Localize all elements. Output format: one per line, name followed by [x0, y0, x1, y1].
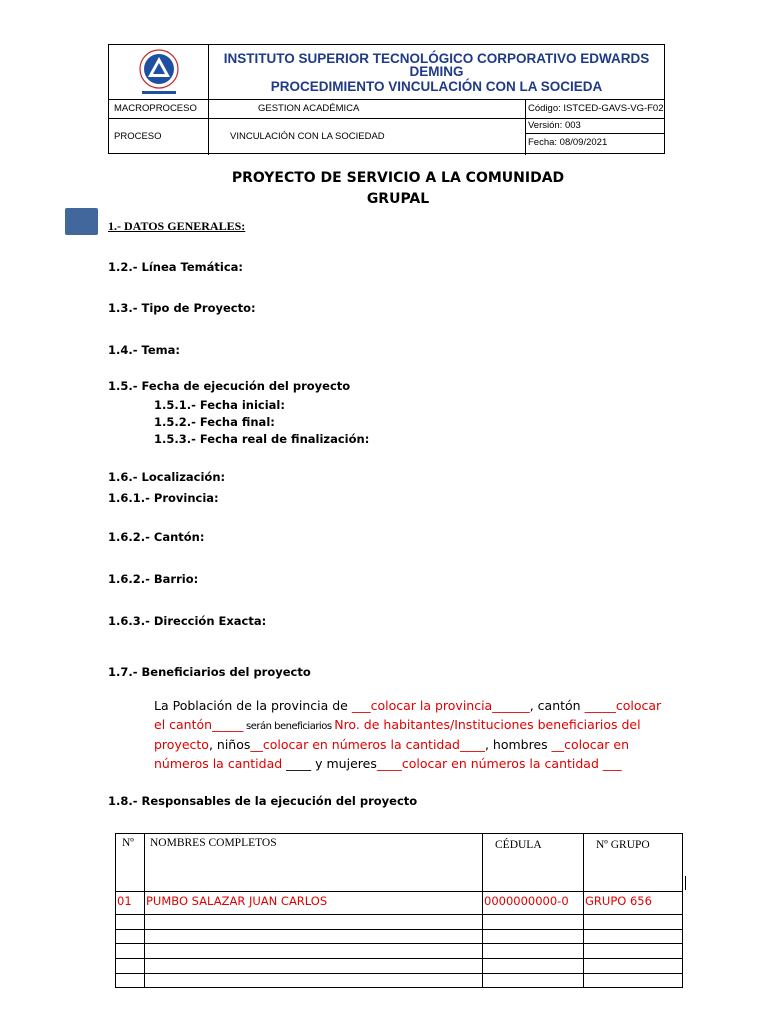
beneficiaries-paragraph	[154, 697, 694, 773]
section-marker	[65, 208, 98, 235]
beneficiaries-line-3	[154, 736, 694, 755]
col-header-nombres: NOMBRES COMPLETOS	[150, 837, 277, 849]
beneficiaries-line-4	[154, 755, 694, 774]
institute-name-line2: DEMING	[409, 64, 464, 79]
section-1-6-2-canton: 1.6.2.- Cantón:	[108, 530, 205, 544]
table-divider	[116, 943, 682, 944]
logo-cell	[109, 45, 209, 99]
responsables-table	[115, 833, 683, 988]
section-1-2: 1.2.- Línea Temática:	[108, 260, 244, 274]
header-title	[209, 45, 664, 99]
document-subtitle: GRUPAL	[366, 191, 430, 207]
text-segment: , hombres	[484, 737, 552, 752]
document-code: Código: ISTCED-GAVS-VG-F02	[528, 103, 664, 114]
proceso-value: VINCULACIÓN CON LA SOCIEDAD	[209, 119, 526, 155]
beneficiaries-line-2	[154, 716, 694, 737]
header-row-proceso	[109, 118, 664, 155]
institute-logo	[109, 45, 209, 99]
table-divider	[116, 973, 682, 974]
section-1-3: 1.3.- Tipo de Proyecto:	[108, 301, 256, 315]
placeholder-mujeres: ____colocar en números la cantidad ___	[376, 755, 622, 771]
table-divider	[144, 834, 145, 987]
col-header-cedula: CÉDULA	[495, 839, 542, 851]
placeholder-proyecto: proyecto	[154, 737, 209, 752]
macroproceso-label: MACROPROCESO	[109, 100, 209, 119]
procedure-name: PROCEDIMIENTO VINCULACIÓN CON LA SOCIEDA	[270, 79, 603, 94]
placeholder-canton: _____colocar	[584, 698, 662, 713]
section-1-5-3: 1.5.3.- Fecha real de finalización:	[154, 432, 370, 446]
text-segment: ____ y mujeres	[282, 755, 377, 771]
table-divider	[482, 834, 483, 987]
text-segment: serán beneficiarios	[243, 720, 335, 732]
table-divider	[116, 958, 682, 959]
section-1-5-1: 1.5.1.- Fecha inicial:	[154, 398, 285, 412]
macroproceso-value: GESTION ACADÉMICA	[209, 100, 526, 119]
section-1-8: 1.8.- Responsables de la ejecución del proyecto	[108, 794, 418, 808]
table-divider	[116, 914, 682, 915]
placeholder-provincia: ___colocar la provincia______	[351, 698, 530, 713]
beneficiaries-line-1	[154, 697, 694, 716]
col-header-grupo: Nº GRUPO	[596, 839, 650, 851]
col-header-numero: Nº	[122, 837, 134, 849]
section-1-7: 1.7.- Beneficiarios del proyecto	[108, 665, 311, 679]
proceso-label: PROCESO	[109, 119, 209, 155]
section-1-5: 1.5.- Fecha de ejecución del proyecto	[108, 379, 351, 393]
version-date-cell	[526, 119, 664, 155]
placeholder-habitantes: Nro. de habitantes/Instituciones beneficiarios del	[334, 716, 641, 732]
row-numero: 01	[117, 894, 132, 908]
section-1-6-2-barrio: 1.6.2.- Barrio:	[108, 572, 199, 586]
table-divider	[116, 929, 682, 930]
placeholder-hombres: __colocar en	[551, 737, 630, 752]
placeholder-ninos: __colocar en números la cantidad____	[250, 737, 485, 752]
document-title: PROYECTO DE SERVICIO A LA COMUNIDAD	[231, 170, 565, 186]
header-row-macroproceso	[109, 99, 664, 119]
section-1-6: 1.6.- Localización:	[108, 470, 226, 484]
section-1-heading: 1.- DATOS GENERALES:	[108, 219, 246, 233]
row-grupo: GRUPO 656	[585, 894, 652, 908]
document-header-table	[108, 44, 665, 154]
row-cedula: 0000000000-0	[484, 894, 569, 908]
section-1-5-2: 1.5.2.- Fecha final:	[154, 415, 275, 429]
text-segment: , cantón	[529, 698, 585, 713]
row-nombre: PUMBO SALAZAR JUAN CARLOS	[146, 894, 328, 908]
section-1-6-1: 1.6.1.- Provincia:	[108, 491, 219, 505]
text-segment: La Población de la provincia de	[154, 698, 352, 713]
document-date: Fecha: 08/09/2021	[528, 137, 608, 148]
table-divider	[116, 891, 682, 892]
section-1-4: 1.4.- Tema:	[108, 343, 180, 357]
placeholder-hombres-cont: números la cantidad	[154, 755, 283, 771]
table-divider	[583, 834, 584, 987]
text-segment: , niños	[208, 737, 251, 752]
document-version: Versión: 003	[526, 119, 664, 134]
section-1-6-3: 1.6.3.- Dirección Exacta:	[108, 614, 267, 628]
cursor-mark	[685, 876, 686, 890]
placeholder-canton-cont: el cantón_____	[154, 716, 244, 732]
institute-name-line1: INSTITUTO SUPERIOR TECNOLÓGICO CORPORATIVO EDWARDS	[223, 51, 650, 66]
